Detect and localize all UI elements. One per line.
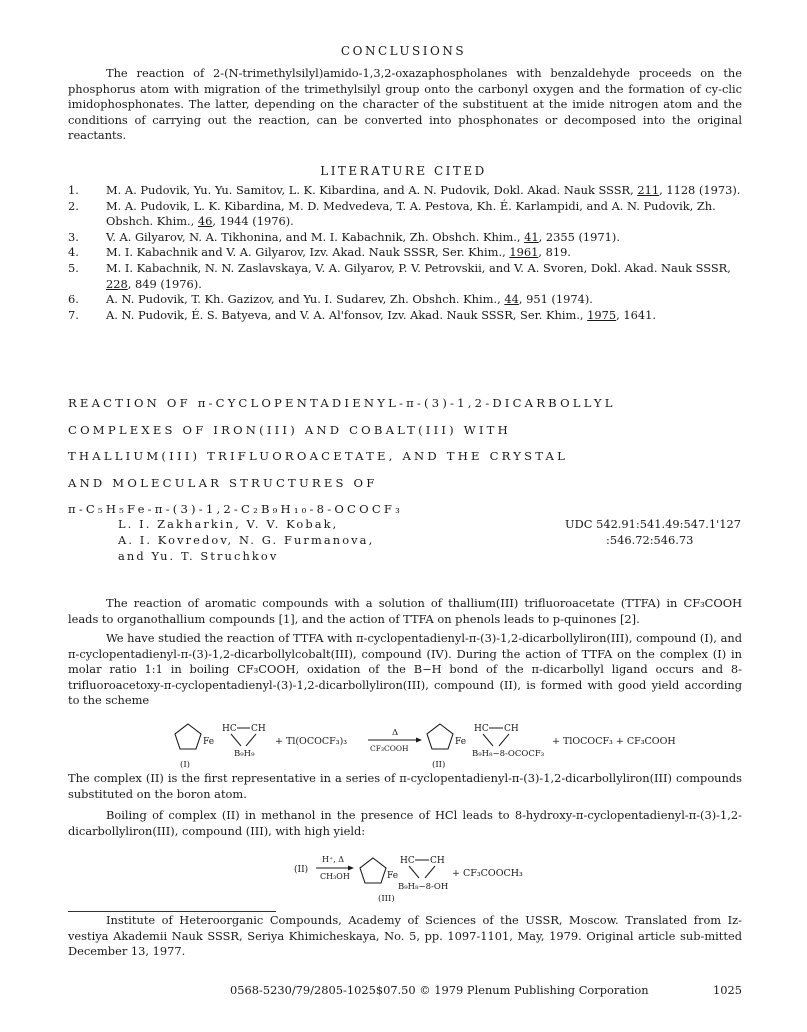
reference-pages: , 951 (1974). [518, 292, 593, 307]
compound-label-ii: (II) [432, 760, 446, 770]
cyclopentadienyl-ring [175, 724, 201, 749]
author-line: A. I. Kovredov, N. G. Furmanova, [118, 533, 375, 547]
reference-item [68, 183, 742, 199]
ch-label: CH [430, 856, 445, 866]
footnote: Institute of Heteroorganic Compounds, Academy of Sciences of the USSR, Moscow. Translated from Iz-vestiya Akademii Nauk SSSR, Seriya Khimicheskaya, No. 5, pp. 1097-1101, May, 1979. Original article sub-mitted December 13, 1977. [68, 913, 742, 959]
reference-volume: 228 [106, 276, 128, 291]
title-line: π-C₅H₅Fe-π-(3)-1,2-C₂B₉H₁₀-8-OCOCF₃ [68, 502, 403, 516]
author-list [118, 516, 374, 564]
reference-body: M. I. Kabachnik and V. A. Gilyarov, Izv. Akad. Nauk SSSR, Ser. Khim., [106, 245, 510, 260]
reagent-label: + Tl(OCOCF₃)₃ [275, 736, 348, 747]
arrow-head [348, 866, 354, 871]
intro-paragraph: The reaction of aromatic compounds with a solution of thallium(III) trifluoroacetate (TTFA) in CF₃COOH leads to organothallium compounds [1], and the action of TTFA on phenols leads to p-quinones [2]. [68, 596, 742, 626]
reference-pages: , 1641. [616, 307, 657, 322]
carborane-bond [409, 866, 419, 878]
reference-text [106, 230, 742, 246]
reference-number: 7. [68, 307, 79, 322]
literature-heading: LITERATURE CITED [320, 164, 487, 178]
b9h8-oh-label: B₉H₈−8-OH [398, 882, 449, 892]
reference-item [68, 292, 742, 308]
footnote-divider [68, 911, 276, 912]
reference-volume: 211 [637, 183, 660, 197]
copyright-line: 0568-5230/79/2805-1025$07.50 © 1979 Plenum Publishing Corporation [230, 983, 649, 997]
carborane-bond [246, 734, 256, 746]
reference-volume: 44 [504, 292, 519, 307]
reference-body: A. N. Pudovik, T. Kh. Gazizov, and Yu. I. Sudarev, Zh. Obshch. Khim., [106, 292, 505, 307]
carborane-bond [231, 734, 241, 746]
carborane-bond [499, 734, 509, 746]
boiling-paragraph: Boiling of complex (II) in methanol in the presence of HCl leads to 8-hydroxy-π-cyclopentadienyl-π-(3)-1,2-dicarbollyliron(III), compound (III), with high yield: [68, 808, 742, 838]
fe-atom: Fe [387, 871, 399, 881]
b9h9-label: B₉H₉ [234, 749, 255, 759]
start-compound-label: (II) [294, 865, 309, 875]
udc-line: UDC 542.91:541.49:547.1'127 [565, 517, 741, 531]
article-title [68, 390, 758, 523]
reference-number: 4. [68, 245, 79, 260]
reference-body: M. A. Pudovik, L. K. Kibardina, M. D. Medvedeva, T. A. Pestova, Kh. É. Karlampidi, and A. N. Pudovik, Zh. Obshch. Khim., [106, 198, 716, 229]
reference-text [106, 183, 742, 199]
study-paragraph: We have studied the reaction of TTFA with π-cyclopentadienyl-π-(3)-1,2-dicarbollyliron(III), compound (I), and π-cyclopentadienyl-π-(3)-1,2-dicarbollylcobalt(III), compound (IV). During the action of TTFA on the complex (I) in molar ratio 1:1 in boiling CF₃COOH, oxidation of the B−H bond of the π-dicarbollyl ligand occurs and 8-trifluoroacetoxy-π-cyclopentadienyl-(3)-1,2-dicarbollyliron(III), compound (II), is formed with good yield according to the scheme [68, 631, 742, 708]
reference-item [68, 199, 742, 230]
fe-atom: Fe [455, 737, 467, 747]
heat-symbol: Δ [392, 728, 399, 738]
reference-text [106, 199, 742, 230]
reference-text [106, 292, 742, 308]
reference-text [106, 261, 742, 292]
hc-label: HC [474, 724, 489, 734]
udc-line: :546.72:546.73 [606, 533, 694, 547]
condition-bottom: CH₃OH [320, 872, 350, 881]
hc-label: HC [222, 724, 237, 734]
reference-number: 1. [68, 183, 79, 197]
cyclopentadienyl-ring [360, 858, 386, 883]
ch-label: CH [504, 724, 519, 734]
title-line: AND MOLECULAR STRUCTURES OF [68, 475, 378, 490]
conclusions-heading: CONCLUSIONS [340, 44, 467, 58]
title-line: COMPLEXES OF IRON(III) AND COBALT(III) WITH [68, 422, 511, 437]
reference-pages: , 2355 (1971). [538, 229, 620, 244]
reference-item [68, 245, 742, 261]
udc-code [565, 516, 741, 548]
reaction-scheme-1 [170, 718, 676, 770]
reference-text [106, 245, 742, 261]
solvent-label: CF₃COOH [370, 744, 409, 753]
reference-volume: 1975 [587, 307, 617, 322]
reference-pages: , 1128 (1973). [659, 183, 741, 197]
page-number: 1025 [713, 983, 742, 997]
reference-number: 6. [68, 292, 79, 307]
compound-label-i: (I) [180, 760, 190, 770]
reference-item [68, 261, 742, 292]
reference-number: 2. [68, 198, 79, 213]
reference-list [68, 183, 742, 323]
reference-number: 3. [68, 229, 79, 244]
arrow-head [416, 738, 422, 743]
ch-label: CH [251, 724, 266, 734]
result-paragraph: The complex (II) is the first representative in a series of π-cyclopentadienyl-π-(3)-1,2-dicarbollyliron(III) compounds substituted on the boron atom. [68, 771, 742, 801]
reference-volume: 41 [524, 229, 539, 244]
reference-volume: 1961 [509, 245, 539, 260]
author-line: and Yu. T. Struchkov [118, 549, 279, 563]
reference-text [106, 308, 742, 324]
cyclopentadienyl-ring [427, 724, 453, 749]
reference-body: V. A. Gilyarov, N. A. Tikhonina, and M. I. Kabachnik, Zh. Obshch. Khim., [106, 229, 525, 244]
condition-top: H⁺, Δ [322, 855, 345, 864]
reaction-scheme-2 [290, 850, 550, 904]
b9h8-label: B₉H₈−8-OCOCF₃ [472, 749, 545, 759]
reference-body: M. I. Kabachnik, N. N. Zaslavskaya, V. A. Gilyarov, P. V. Petrovskii, and V. A. Svoren, Dokl. Akad. Nauk SSSR, [106, 260, 731, 275]
reference-number: 5. [68, 260, 79, 275]
reference-body: M. A. Pudovik, Yu. Yu. Samitov, L. K. Kibardina, and A. N. Pudovik, Dokl. Akad. Nauk SSSR, [106, 183, 638, 197]
carborane-bond [483, 734, 493, 746]
reference-pages: , 1944 (1976). [212, 214, 294, 229]
carborane-bond [425, 866, 435, 878]
reference-item [68, 308, 742, 324]
fe-atom: Fe [203, 737, 215, 747]
compound-label-iii: (III) [378, 894, 395, 904]
hc-label: HC [400, 856, 415, 866]
title-line: THALLIUM(III) TRIFLUOROACETATE, AND THE CRYSTAL [68, 449, 568, 463]
products-label: + TlOCOCF₃ + CF₃COOH [552, 736, 676, 747]
reference-item [68, 230, 742, 246]
reference-body: A. N. Pudovik, É. S. Batyeva, and V. A. Al'fonsov, Izv. Akad. Nauk SSSR, Ser. Khim., [106, 307, 588, 322]
reference-volume: 46 [197, 214, 213, 229]
reference-pages: , 819. [538, 245, 571, 260]
reference-pages: , 849 (1976). [127, 276, 202, 291]
author-line: L. I. Zakharkin, V. V. Kobak, [118, 517, 339, 531]
products-label: + CF₃COOCH₃ [452, 868, 523, 879]
conclusions-text: The reaction of 2-(N-trimethylsilyl)amido-1,3,2-oxazaphospholanes with benzaldehyde proceeds on the phosphorus atom with migration of the trimethylsilyl group onto the carbonyl oxygen and the formation of cy-clic imidophosphonates. The latter, depending on the character of the substituent at the imide nitrogen atom and the conditions of carrying out the reaction, can be converted into phosphonates or decomposed into the original reactants. [68, 66, 742, 143]
title-line: REACTION OF π-CYCLOPENTADIENYL-π-(3)-1,2-DICARBOLLYL [68, 396, 616, 410]
